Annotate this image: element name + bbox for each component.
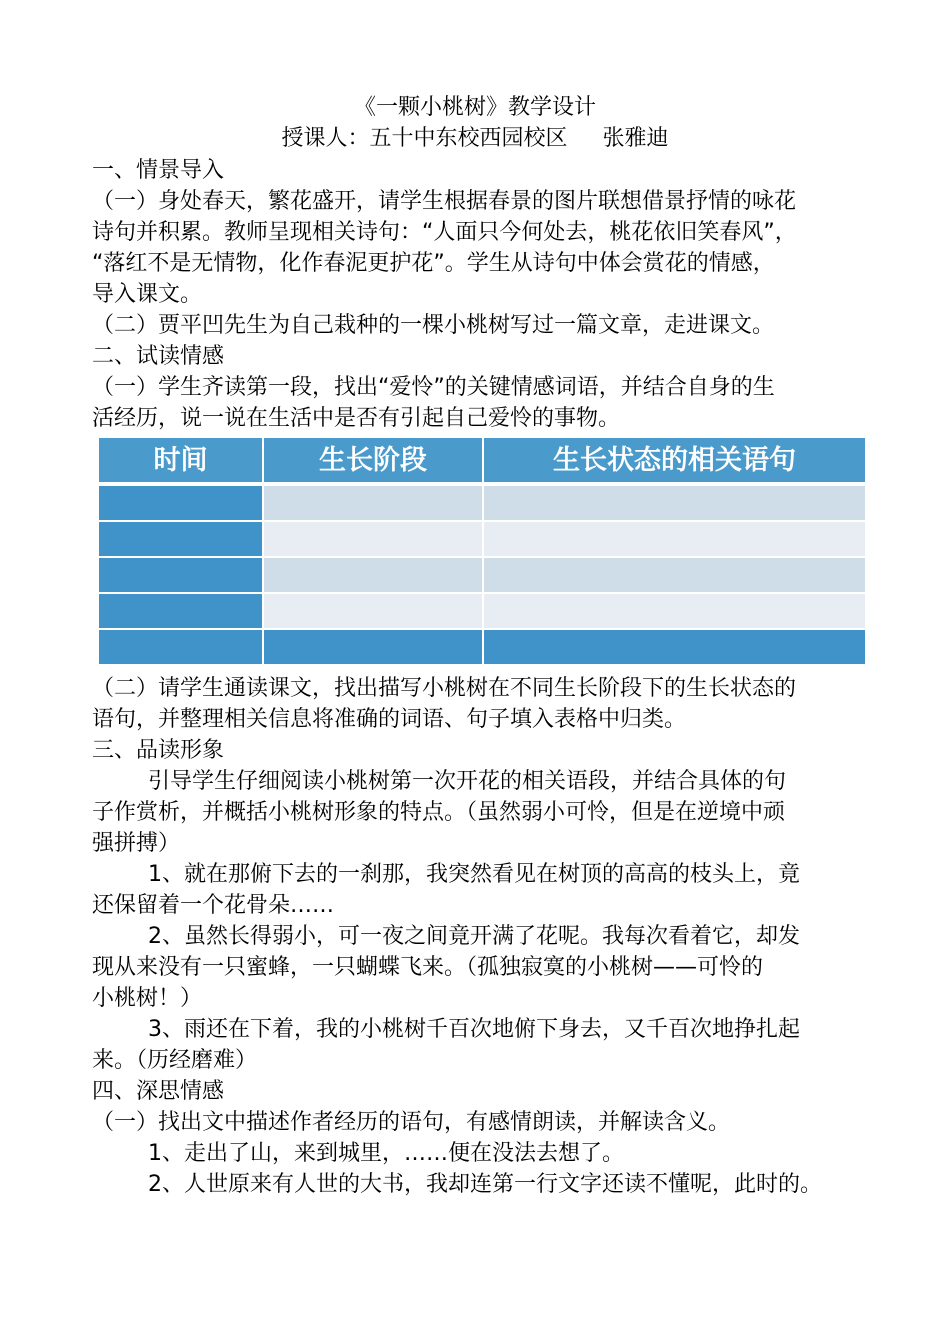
section-2-continued xyxy=(92,673,862,1200)
table-row xyxy=(99,522,867,558)
table-cell xyxy=(484,594,867,630)
paragraph-line: 小桃树！） xyxy=(92,986,203,1011)
table-cell xyxy=(264,486,484,522)
table-cell xyxy=(264,522,484,558)
list-item: 1、就在那俯下去的一刹那，我突然看见在树顶的高高的枝头上，竟 xyxy=(148,862,800,887)
table-row xyxy=(99,558,867,594)
paragraph-line: 诗句并积累。教师呈现相关诗句：“人面只今何处去，桃花依旧笑春风”， xyxy=(92,220,797,245)
paragraph-line: 语句，并整理相关信息将准确的词语、句子填入表格中归类。 xyxy=(92,707,687,732)
table-cell xyxy=(264,558,484,594)
section-heading: 四、深思情感 xyxy=(92,1079,225,1104)
growth-table xyxy=(99,438,867,666)
paragraph-line: 引导学生仔细阅读小桃树第一次开花的相关语段，并结合具体的句 xyxy=(148,769,787,794)
section-heading: 一、情景导入 xyxy=(92,158,225,183)
paragraph-line: 还保留着一个花骨朵…… xyxy=(92,893,335,918)
section-heading: 三、品读形象 xyxy=(92,738,225,763)
table-cell xyxy=(484,630,867,666)
table-cell xyxy=(264,630,484,666)
table-cell xyxy=(484,558,867,594)
table-row xyxy=(99,630,867,666)
table-header-cell: 生长阶段 xyxy=(264,438,484,486)
table-cell xyxy=(99,522,264,558)
paragraph-line: 强拼搏） xyxy=(92,831,181,856)
table-header-cell: 时间 xyxy=(99,438,264,486)
table-header-row xyxy=(99,438,867,486)
section-1 xyxy=(92,155,862,434)
paragraph-line: （二）贾平凹先生为自己栽种的一棵小桃树写过一篇文章，走进课文。 xyxy=(92,313,775,338)
paragraph-line: （一）找出文中描述作者经历的语句，有感情朗读，并解读含义。 xyxy=(92,1110,731,1135)
list-item: 2、虽然长得弱小，可一夜之间竟开满了花呢。我每次看着它，却发 xyxy=(148,924,800,949)
table-cell xyxy=(99,558,264,594)
document-title: 《一颗小桃树》教学设计 xyxy=(353,95,596,120)
paragraph-line: “落红不是无情物，化作春泥更护花”。学生从诗句中体会赏花的情感， xyxy=(92,251,775,276)
table-cell xyxy=(484,486,867,522)
table-cell xyxy=(99,630,264,666)
list-item: 1、走出了山，来到城里，……便在没法去想了。 xyxy=(148,1141,624,1166)
table-cell xyxy=(99,594,264,630)
paragraph-line: 来。（历经磨难） xyxy=(92,1048,258,1073)
paragraph-line: 现从来没有一只蜜蜂，一只蝴蝶飞来。（孤独寂寞的小桃树——可怜的 xyxy=(92,955,764,980)
table-row xyxy=(99,594,867,630)
paragraph-line: （一）身处春天，繁花盛开，请学生根据春景的图片联想借景抒情的咏花 xyxy=(92,189,797,214)
table-header-cell: 生长状态的相关语句 xyxy=(484,438,867,486)
paragraph-line: 子作赏析，并概括小桃树形象的特点。（虽然弱小可怜，但是在逆境中顽 xyxy=(92,800,786,825)
list-item: 2、人世原来有人世的大书，我却连第一行文字还读不懂呢，此时的。 xyxy=(148,1172,822,1197)
table-row xyxy=(99,486,867,522)
paragraph-line: 导入课文。 xyxy=(92,282,203,307)
table-cell xyxy=(484,522,867,558)
paragraph-line: 活经历，说一说在生活中是否有引起自己爱怜的事物。 xyxy=(92,406,621,431)
section-heading: 二、试读情感 xyxy=(92,344,225,369)
document-subtitle: 授课人：五十中东校西园校区 张雅迪 xyxy=(281,126,669,151)
table-cell xyxy=(264,594,484,630)
paragraph-line: （一）学生齐读第一段，找出“爱怜”的关键情感词语，并结合自身的生 xyxy=(92,375,775,400)
list-item: 3、雨还在下着，我的小桃树千百次地俯下身去，又千百次地挣扎起 xyxy=(148,1017,800,1042)
table-cell xyxy=(99,486,264,522)
paragraph-line: （二）请学生通读课文，找出描写小桃树在不同生长阶段下的生长状态的 xyxy=(92,676,797,701)
